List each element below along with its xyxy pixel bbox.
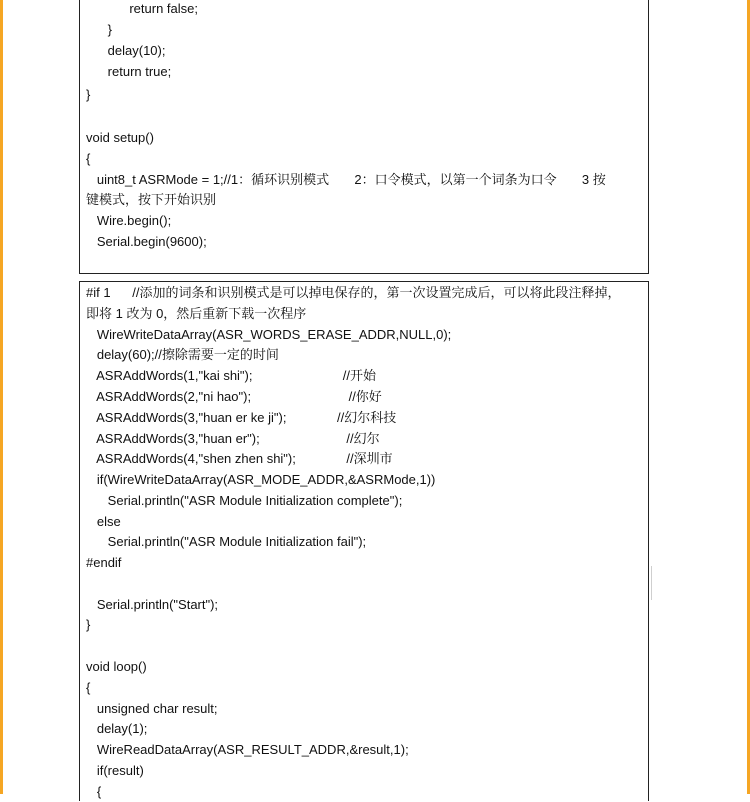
code-line (86, 106, 642, 126)
code-line: } (86, 22, 113, 37)
code-line: #if 1 //添加的词条和识别模式是可以掉电保存的，第一次设置完成后，可以将此段注释掉， (86, 285, 621, 300)
code-line: else (86, 514, 121, 529)
code-line: Serial.println("Start"); (86, 597, 219, 612)
code-line: ASRAddWords(3,"huan er ke ji"); //幻尔科技 (86, 410, 397, 425)
code-line: #endif (86, 555, 122, 570)
code-line (86, 636, 642, 656)
code-block-init-loop (79, 281, 649, 801)
code-line: 键模式，按下开始识别 (86, 192, 217, 207)
code-line (86, 574, 642, 594)
code-line: { (86, 784, 102, 799)
code-line: void loop() (86, 659, 147, 674)
margin-mark (651, 566, 652, 600)
code-line: ASRAddWords(4,"shen zhen shi"); //深圳市 (86, 451, 393, 466)
left-page-edge (0, 0, 3, 794)
code-line: delay(1); (86, 721, 148, 736)
code-line: if(result) (86, 763, 144, 778)
code-line: } (86, 617, 91, 632)
code-line: Serial.println("ASR Module Initialization complete"); (86, 493, 403, 508)
code-line: WireReadDataArray(ASR_RESULT_ADDR,&result,1); (86, 742, 409, 757)
code-line: Wire.begin(); (86, 213, 172, 228)
code-line: 即将 1 改为 0，然后重新下载一次程序 (86, 306, 307, 321)
code-line: return false; (86, 1, 198, 16)
code-line: { (86, 680, 91, 695)
code-block-setup (79, 0, 649, 274)
code-line: ASRAddWords(2,"ni hao"); //你好 (86, 389, 382, 404)
code-line: void setup() (86, 130, 154, 145)
code-line: { (86, 151, 91, 166)
code-line: delay(60);//擦除需要一定的时间 (86, 347, 279, 362)
code-line: } (86, 87, 91, 102)
code-line: return true; (86, 64, 172, 79)
code-line: ASRAddWords(3,"huan er"); //幻尔 (86, 431, 380, 446)
code-line: ASRAddWords(1,"kai shi"); //开始 (86, 368, 377, 383)
code-line: if(WireWriteDataArray(ASR_MODE_ADDR,&ASRMode,1)) (86, 472, 436, 487)
code-line: WireWriteDataArray(ASR_WORDS_ERASE_ADDR,NULL,0); (86, 327, 452, 342)
code-line: Serial.begin(9600); (86, 234, 207, 249)
code-line: unsigned char result; (86, 701, 218, 716)
code-line: delay(10); (86, 43, 166, 58)
code-line: Serial.println("ASR Module Initialization fail"); (86, 534, 367, 549)
code-line: uint8_t ASRMode = 1;//1：循环识别模式 2：口令模式，以第一个词条为口令 3 按 (86, 172, 606, 187)
